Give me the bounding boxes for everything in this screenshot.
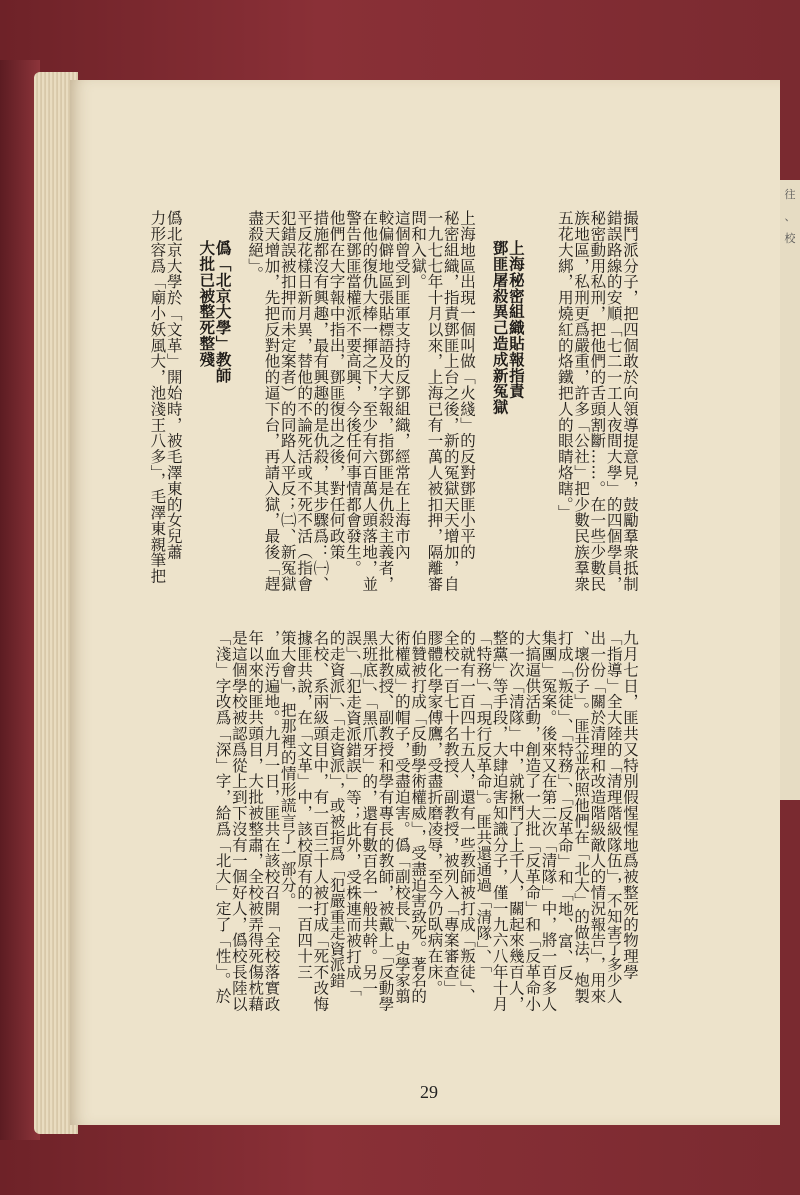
column-lower-text: 「特務」、「現行反革命」。匪共還通過「清隊」、「 — [474, 630, 493, 973]
section-heading: 鄧匪屠殺異己造成新冤獄 — [490, 240, 510, 415]
heading-column — [213, 210, 233, 1004]
column-upper-text: 問和入獄。 — [409, 210, 428, 290]
text-column — [475, 210, 491, 990]
column-lower-text: 據匪共說，在「文革」中，該校原有的一百四十三 — [295, 630, 314, 980]
column-upper-text — [524, 210, 540, 630]
column-lower-text: 大搞逼供活動，創造了一大批「反革命」和「反革命小 — [523, 630, 542, 1012]
text-column — [572, 210, 591, 1004]
text-column — [296, 210, 312, 990]
column-upper-text: 天天增加，先把反對他的逼下台，再請入獄，最後「趕 — [262, 210, 281, 592]
column-lower-text: 整黨」等手段，大肆迫害知識分子，僅一九六八年十月 — [490, 630, 509, 1012]
text-column — [246, 210, 265, 1012]
text-column — [182, 210, 198, 990]
text-column — [539, 210, 558, 1012]
column-upper-text — [182, 210, 198, 630]
text-column — [458, 210, 477, 1004]
column-lower-text: 是這個學校被認爲從上到下沒有一個好人，僞校長陸以 — [229, 630, 248, 1012]
column-lower-text: 年以來的匪共頭目，大批被整肅，全校被弄得死傷枕藉 — [246, 630, 265, 1012]
text-column — [229, 210, 248, 1012]
column-lower-text: 出一份「關於清理和改造階級敵人的情況報告」，用來 — [588, 630, 607, 1004]
adjacent-page-sliver — [780, 180, 800, 800]
column-lower-text: 的一次「清隊」中，就揪鬥了上千人，關起來幾百人， — [506, 630, 525, 1012]
heading-column — [506, 210, 526, 1012]
column-lower-text: 策大會」，把那裡的情形謊言了一部分。 — [278, 630, 297, 909]
column-lower-text: 伯贊被打成「反動學術權威」，受盡迫害致死。著名的 — [409, 630, 428, 1004]
text-column — [622, 210, 638, 990]
text-column — [311, 210, 330, 1012]
column-lower-text: 大批教授、副教授和學有專長的教師，被戴上「反動學 — [376, 630, 395, 1012]
vertical-text-body — [148, 210, 639, 1012]
column-upper-text: 盡殺絕」。 — [246, 210, 265, 282]
sliver-glyph: 、 — [784, 210, 796, 223]
text-column — [392, 210, 411, 1004]
column-lower-text: 的走資派」、「走資派」，或被指爲「犯嚴重走資派錯 — [327, 630, 346, 989]
column-upper-text: 犯錯誤被扣押而未定案者）的同路人平反；㈡、新冤獄 — [278, 210, 297, 592]
text-column — [279, 210, 295, 990]
sliver-glyph: 往 — [784, 188, 796, 201]
column-lower-text: 「指導」全大陸的「清理階級隊伍」，不知害了多少人 — [604, 630, 623, 1004]
column-upper-text — [540, 210, 556, 630]
text-column — [588, 210, 607, 1004]
column-upper-text: 他們在大字報中指出，鄧匪復出之後，對任何政策 — [327, 210, 346, 560]
column-upper-text: 五花大綁，用燒紅的烙鐵把人的眼睛烙瞎。」 — [555, 210, 574, 521]
column-lower-text: 術權威」的帽子，受盡迫害。僞「副校長」、史學家翦 — [392, 630, 411, 1004]
column-lower-text — [198, 630, 214, 990]
text-column — [557, 210, 573, 990]
text-column — [262, 210, 281, 1012]
sliver-glyph: 校 — [784, 232, 796, 245]
heading-column — [490, 210, 510, 1012]
column-upper-text: 秘密組織，指責鄧匪上台之後，新的冤獄天天增加，自 — [441, 210, 460, 592]
column-upper-text: 力形容爲「廟小妖風大，池淺王八多」，毛澤東親筆把 — [148, 210, 167, 584]
column-upper-text: 平反花樣日新月異，替他的不論死活或不死不活（指會 — [295, 210, 314, 592]
column-upper-text — [475, 210, 491, 630]
text-column — [523, 210, 542, 1012]
column-lower-text: 誤」、「犯走資派錯誤」等；此外，受株連而被打成「 — [343, 630, 362, 997]
text-column — [165, 210, 181, 990]
section-heading: 上海秘密組織貼報指責 — [506, 240, 526, 399]
column-upper-text: 僞北京大學於「文革」開始時，被毛澤東的女兒蕭 — [164, 210, 183, 560]
text-column — [328, 210, 344, 990]
column-lower-text: 打成「叛徒」、「特務」、「反革命」和「地、富、反 — [555, 630, 574, 981]
column-upper-text: 上海地區出現一個叫做「火綫」的反對鄧匪小平的 — [458, 210, 477, 560]
column-lower-text — [165, 630, 181, 990]
column-lower-text: 的就有一百四十五人，還有一些教師被打成「叛徒」、 — [458, 630, 477, 1004]
text-column — [441, 210, 460, 996]
column-lower-text: ，血汚遍地。九月一日，匪共在該校召開「全校落實政 — [262, 630, 281, 1012]
section-heading: 僞「北京大學」教師 — [213, 240, 233, 384]
text-column — [376, 210, 395, 1012]
column-lower-text: 「淺」字改爲「深」字，給爲「北大」定了「性」。於 — [213, 630, 232, 1004]
text-column — [360, 210, 379, 997]
column-lower-text — [149, 630, 165, 990]
text-column — [343, 210, 362, 997]
column-lower-text: 集團」冤案。後來又在第二次「清隊」中，將一百多人 — [539, 630, 558, 1012]
column-upper-text: 在他的復仇大棒一揮之下，至少有六百萬人頭落地，並 — [360, 210, 379, 592]
column-upper-text — [231, 210, 247, 630]
column-upper-text: 警告鄧匪當權派不要高興，今後任何事情都會發生。 — [343, 210, 362, 576]
text-column — [604, 210, 623, 1004]
text-column — [409, 210, 428, 1004]
column-upper-text: 一九七七年十月以來，上海已有一萬人被扣押，隔離審 — [425, 210, 444, 592]
column-upper-text: 族地區，私刑更爲嚴重，許多「公社」把少數民族羣衆 — [572, 210, 591, 592]
column-lower-text: 名校、系兩級頭目中，有一百三十人被打成「死不改悔 — [311, 630, 330, 1012]
page-number: 29 — [420, 1082, 438, 1102]
column-lower-text: 、壞份子」。匪共並依照他們在「北大」的做法，炮製 — [572, 630, 591, 1004]
column-upper-text: 撮鬥派分子，把四個敢於向領導提意見，鼓勵羣衆抵制 — [621, 210, 639, 592]
column-upper-text: 這個曾受到匪軍支持的反鄧組織，經常在上海市內 — [392, 210, 411, 560]
column-lower-text: 全校一百七十名教授、副教授，被列入「專案審查」 — [441, 630, 460, 996]
column-upper-text: 較偏僻地區張貼標語及大字報，指鄧匪是仇殺主義者， — [376, 210, 395, 592]
text-column — [149, 210, 165, 990]
column-upper-text: 措施都沒有興趣，最有興趣的是仇殺，其步驟爲：㈠、 — [311, 210, 330, 592]
text-column — [425, 210, 444, 996]
column-lower-text — [182, 630, 198, 990]
column-upper-text: 錯誤路線的安順「七二一工人夜間大學」的四個學員， — [604, 210, 623, 592]
column-lower-text: 黑班底」、「黑爪牙」的，還有數百名一般共幹。另一 — [360, 630, 379, 997]
column-upper-text: 秘密動用私刑，把他們的舌頭割斷……。在一些少數民 — [588, 210, 607, 592]
heading-column — [197, 210, 217, 990]
column-lower-text: 九月七日，匪共又特別假惺惺地爲被整死的物理學 — [621, 630, 639, 980]
column-lower-text: 膠體化學家傅鷹，受盡折磨凌辱，至今仍臥病在床。 — [425, 630, 444, 996]
section-heading: 大批已被整死整殘 — [197, 240, 217, 368]
